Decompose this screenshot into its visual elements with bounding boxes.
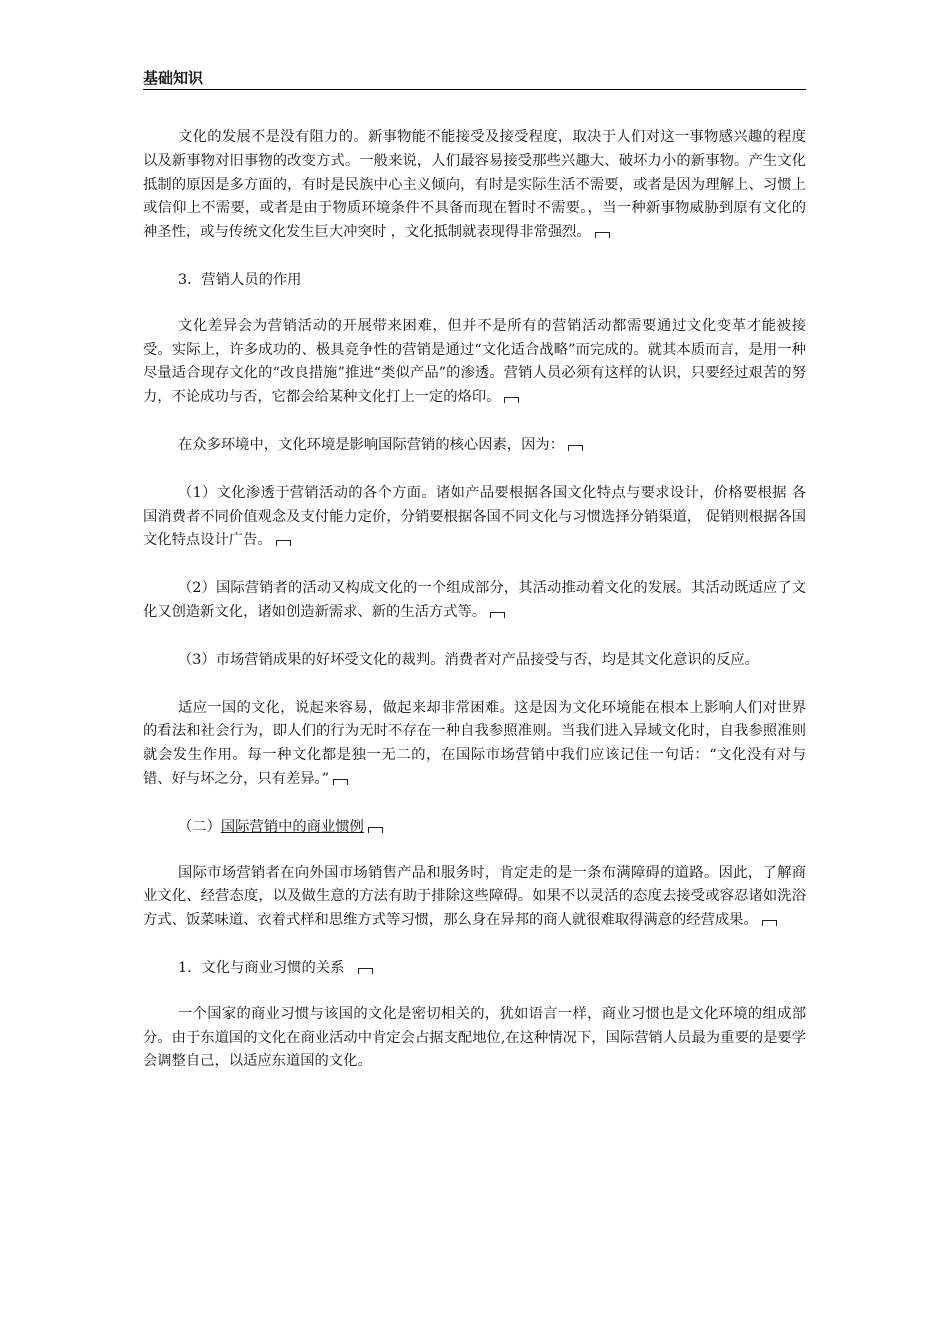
document-body (143, 126, 806, 1074)
paragraph-mark-icon (504, 397, 519, 403)
paragraph-business-habits: 一个国家的商业习惯与该国的文化是密切相关的，犹如语言一样，商业习惯也是文化环境的组成部分。由于东道国的文化在商业活动中肯定会占据支配地位,在这种情况下，国际营销人员最为重要的是要学会调整自己，以适应东道国的文化。 (143, 1005, 806, 1070)
paragraph-core-factor: 在众多环境中，文化环境是影响国际营销的核心因素，因为： (143, 434, 806, 458)
paragraph-cultural-difference: 文化差异会为营销活动的开展带来困难，但并不是所有的营销活动都需要通过文化变革才能被接受。实际上，许多成功的、极具竞争性的营销是通过“文化适合战略”而完成的。就其本质而言，是用一种尽量适合现存文化的“改良措施”推进“类似产品”的渗透。营销人员必须有这样的认识，只要经过艰苦的努力，不论成功与否，它都会给某种文化打上一定的烙印。 (143, 317, 806, 406)
page-header (143, 68, 806, 90)
paragraph-mark-icon (358, 968, 373, 974)
paragraph-mark-icon (490, 612, 505, 618)
section-heading-culture-business: 1．文化与商业习惯的关系 (143, 957, 806, 981)
list-item-2: （2）国际营销者的活动又构成文化的一个组成部分，其活动推动着文化的发展。其活动既适应了文化又创造新文化，诸如创造新需求、新的生活方式等。 (143, 580, 806, 620)
header-title: 基础知识 (143, 69, 204, 87)
paragraph-marketer-obstacles: 国际市场营销者在向外国市场销售产品和服务时，肯定走的是一条布满障碍的道路。因此，了解商业文化、经营态度，以及做生意的方法有助于排除这些障碍。如果不以灵活的态度去接受或容忍诸如洗浴方式、饭菜味道、衣着式样和思维方式等习惯，那么身在异邦的商人就很难取得满意的经营成果。 (143, 864, 806, 929)
paragraph-mark-icon (568, 445, 583, 451)
paragraph-adapt-culture: 适应一国的文化，说起来容易，做起来却非常困难。这是因为文化环境能在根本上影响人们对世界的看法和社会行为，即人们的行为无时不存在一种自我参照准则。当我们进入异域文化时，自我参照准则就会发生作用。每一种文化都是独一无二的，在国际市场营销中我们应该记住一句话：“文化没有对与错、好与坏之分，只有差异。” (143, 699, 806, 787)
underlined-heading-text: 国际营销中的商业惯例 (220, 818, 364, 835)
section-heading-business-customs: （二）国际营销中的商业惯例 (143, 816, 806, 840)
list-item-1: （1）文化渗透于营销活动的各个方面。诸如产品要根据各国文化特点与要求设计，价格要根据 各国消费者不同价值观念及支付能力定价，分销要根据各国不同文化与习惯选择分销渠道， 促销则根据各国文化特点设计广告。 (143, 484, 806, 549)
paragraph-mark-icon (762, 920, 777, 926)
paragraph-mark-icon (595, 232, 610, 238)
list-item-3: （3）市场营销成果的好坏受文化的裁判。消费者对产品接受与否，均是其文化意识的反应。 (178, 651, 759, 668)
paragraph-cultural-resistance: 文化的发展不是没有阻力的。新事物能不能接受及接受程度，取决于人们对这一事物感兴趣的程度以及新事物对旧事物的改变方式。一般来说，人们最容易接受那些兴趣大、破坏力小的新事物。产生文化抵制的原因是多方面的，有时是民族中心主义倾向，有时是实际生活不需要，或者是因为理解上、习惯上或信仰上不需要，或者是由于物质环境条件不具备而现在暂时不需要。，当一种新事物威胁到原有文化的神圣性，或与传统文化发生巨大冲突时 ，文化抵制就表现得非常强烈。 (143, 129, 806, 241)
paragraph-mark-icon (333, 779, 348, 785)
paragraph-mark-icon (276, 540, 291, 546)
section-heading-marketer-role: 3．营销人员的作用 (178, 271, 302, 288)
paragraph-mark-icon (368, 827, 383, 833)
